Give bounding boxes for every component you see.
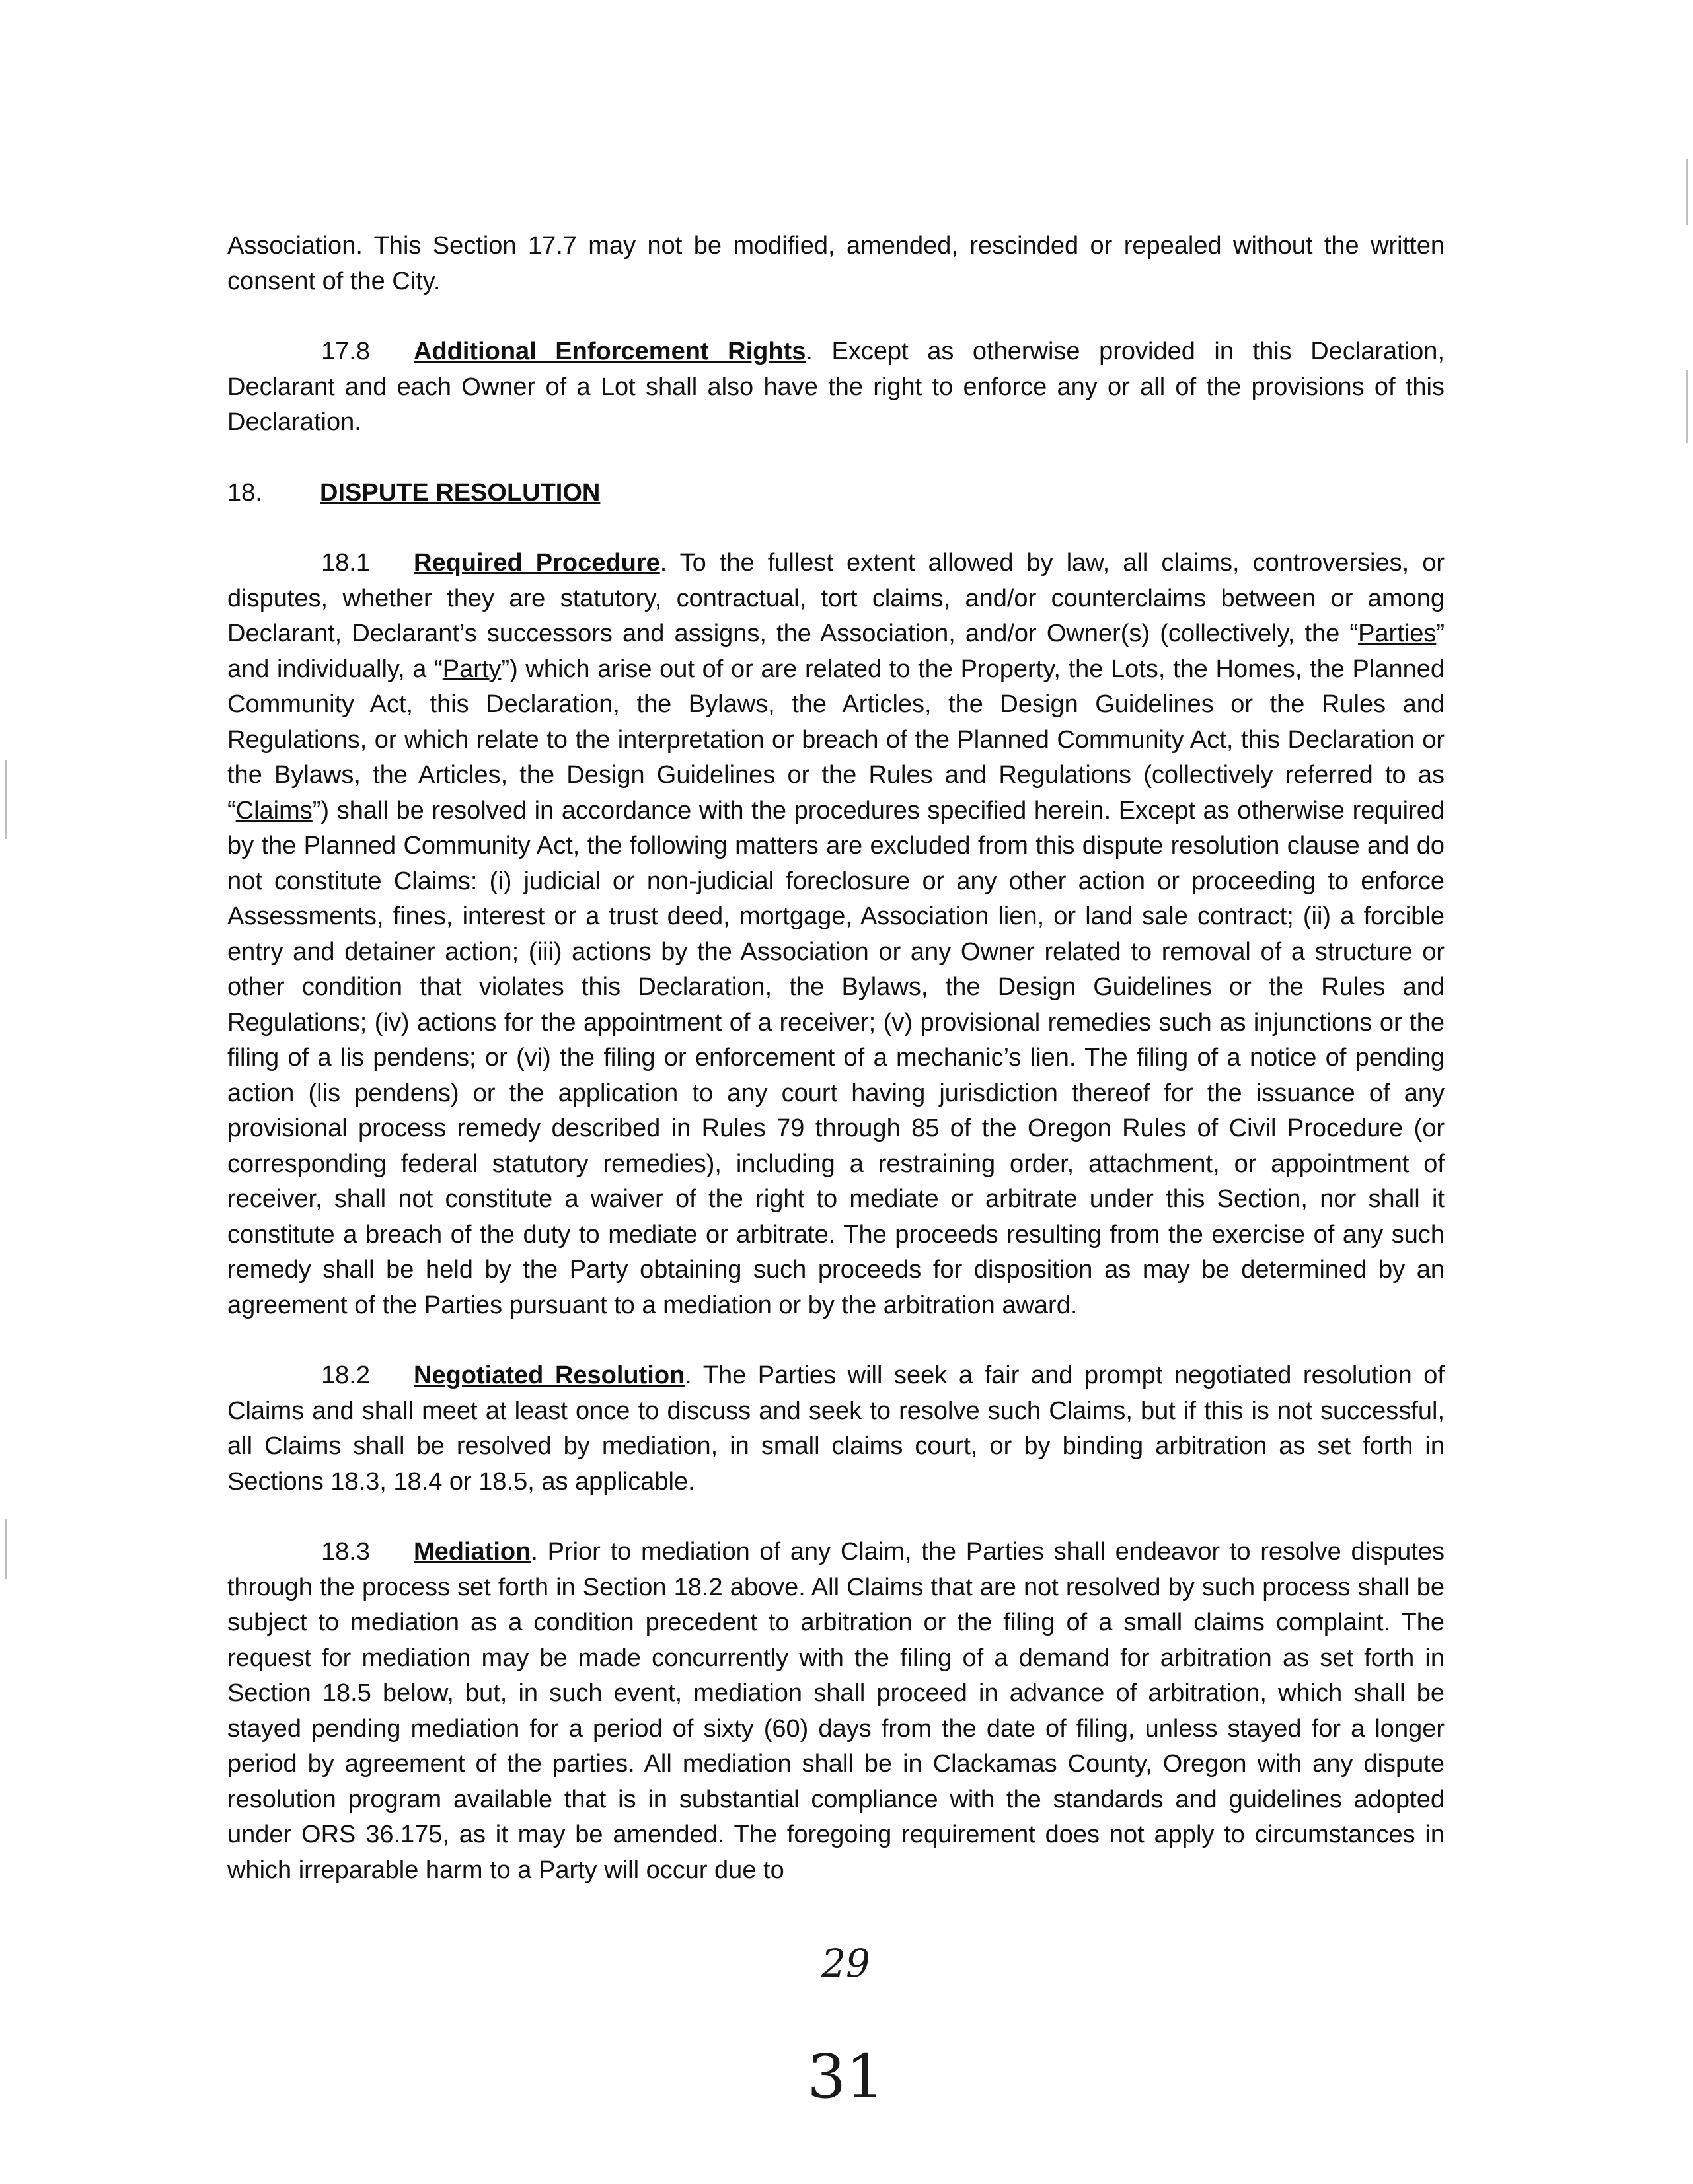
defined-term-parties: Parties	[1358, 620, 1437, 647]
paragraph-text: Association. This Section 17.7 may not be modified, amended, rescinded or repealed without the written consent of the City.	[227, 232, 1445, 295]
paragraph-18-1	[227, 546, 1445, 1323]
paragraph-18-3	[227, 1535, 1445, 1888]
paragraph-17-8	[227, 334, 1445, 441]
paragraph-text: ”) which arise out of or are related to the Property, the Lots, the Homes, the Planned Community Act, this Declaration, the Bylaws, the Articles, the Design Guidelines or the Rules and Regulations, or which relate to the interpretation or breach of the Planned Community Act, this Declaration or the Bylaws, the Articles, the Design Guidelines or the Rules and Regulations (collectively referred to as “	[227, 655, 1445, 824]
section-number: 18.2	[321, 1362, 370, 1389]
paragraph-text: ” and individually, a “	[227, 620, 1445, 683]
section-number: 17.8	[321, 338, 370, 365]
scan-edge-mark-right-top	[1686, 159, 1688, 225]
defined-term-claims: Claims	[235, 796, 313, 824]
section-title: DISPUTE RESOLUTION	[320, 478, 601, 507]
paragraph-text: . The Parties will seek a fair and prompt negotiated resolution of Claims and shall meet at least once to discuss and seek to resolve such Claims, but if this is not successful, all Claims shall be resolved by mediation, in small claims court, or by binding arbitration as set forth in Sections 18.3, 18.4 or 18.5, as applicable.	[227, 1362, 1445, 1496]
section-18-heading	[227, 476, 1445, 511]
section-heading: Required Procedure	[414, 549, 660, 577]
section-number: 18.	[227, 478, 262, 507]
handwritten-page-stamp: 31	[807, 2041, 885, 2112]
paragraph-18-2	[227, 1358, 1445, 1500]
paragraph-text: . Except as otherwise provided in this Declaration, Declarant and each Owner of a Lot shall also have the right to enforce any or all of the provisions of this Declaration.	[227, 338, 1445, 436]
scan-edge-mark-left-low	[5, 1519, 7, 1579]
paragraph-17-7-continuation	[227, 229, 1445, 299]
section-heading: Additional Enforcement Rights	[414, 338, 806, 365]
paragraph-text: . Prior to mediation of any Claim, the Parties shall endeavor to resolve disputes through the process set forth in Section 18.2 above. All Claims that are not resolved by such process shall be subject to mediation as a condition precedent to arbitration or the filing of a small claims complaint. The request for mediation may be made concurrently with the filing of a demand for arbitration as set forth in Section 18.5 below, but, in such event, mediation shall proceed in advance of arbitration, which shall be stayed pending mediation for a period of sixty (60) days from the date of filing, unless stayed for a longer period by agreement of the parties. All mediation shall be in Clackamas County, Oregon with any dispute resolution program available that is in substantial compliance with the standards and guidelines adopted under ORS 36.175, as it may be amended. The foregoing requirement does not apply to circumstances in which irreparable harm to a Party will occur due to	[227, 1538, 1445, 1884]
section-heading: Mediation	[414, 1538, 531, 1566]
paragraph-text: . To the fullest extent allowed by law, all claims, controversies, or disputes, whether they are statutory, contractual, tort claims, and/or counterclaims between or among Declarant, Declarant’s successors and assigns, the Association, and/or Owner(s) (collectively, the “	[227, 549, 1445, 647]
scan-edge-mark-left	[5, 760, 7, 839]
paragraph-text: ”) shall be resolved in accordance with the procedures specified herein. Except as otherwise required by the Planned Community Act, the following matters are excluded from this dispute resolution clause and do not constitute Claims: (i) judicial or non-judicial foreclosure or any other action or proceeding to enforce Assessments, fines, interest or a trust deed, mortgage, Association lien, or land sale contract; (ii) a forcible entry and detainer action; (iii) actions by the Association or any Owner related to removal of a structure or other condition that violates this Declaration, the Bylaws, the Design Guidelines or the Rules and Regulations; (iv) actions for the appointment of a receiver; (v) provisional remedies such as injunctions or the filing of a lis pendens; or (vi) the filing or enforcement of a mechanic’s lien. The filing of a notice of pending action (lis pendens) or the application to any court having jurisdiction thereof for the issuance of any provisional process remedy described in Rules 79 through 85 of the Oregon Rules of Civil Procedure (or corresponding federal statutory remedies), including a restraining order, attachment, or appointment of receiver, shall not constitute a waiver of the right to mediate or arbitrate under this Section, nor shall it constitute a breach of the duty to mediate or arbitrate. The proceeds resulting from the exercise of any such remedy shall be held by the Party obtaining such proceeds for disposition as may be determined by an agreement of the Parties pursuant to a mediation or by the arbitration award.	[227, 796, 1445, 1319]
section-heading: Negotiated Resolution	[414, 1362, 685, 1389]
section-number: 18.3	[321, 1538, 370, 1566]
defined-term-party: Party	[442, 655, 502, 683]
document-body	[227, 229, 1445, 1923]
handwritten-page-number: 29	[821, 1941, 870, 1986]
section-number: 18.1	[321, 549, 370, 577]
scan-edge-mark-right-mid	[1686, 370, 1688, 443]
